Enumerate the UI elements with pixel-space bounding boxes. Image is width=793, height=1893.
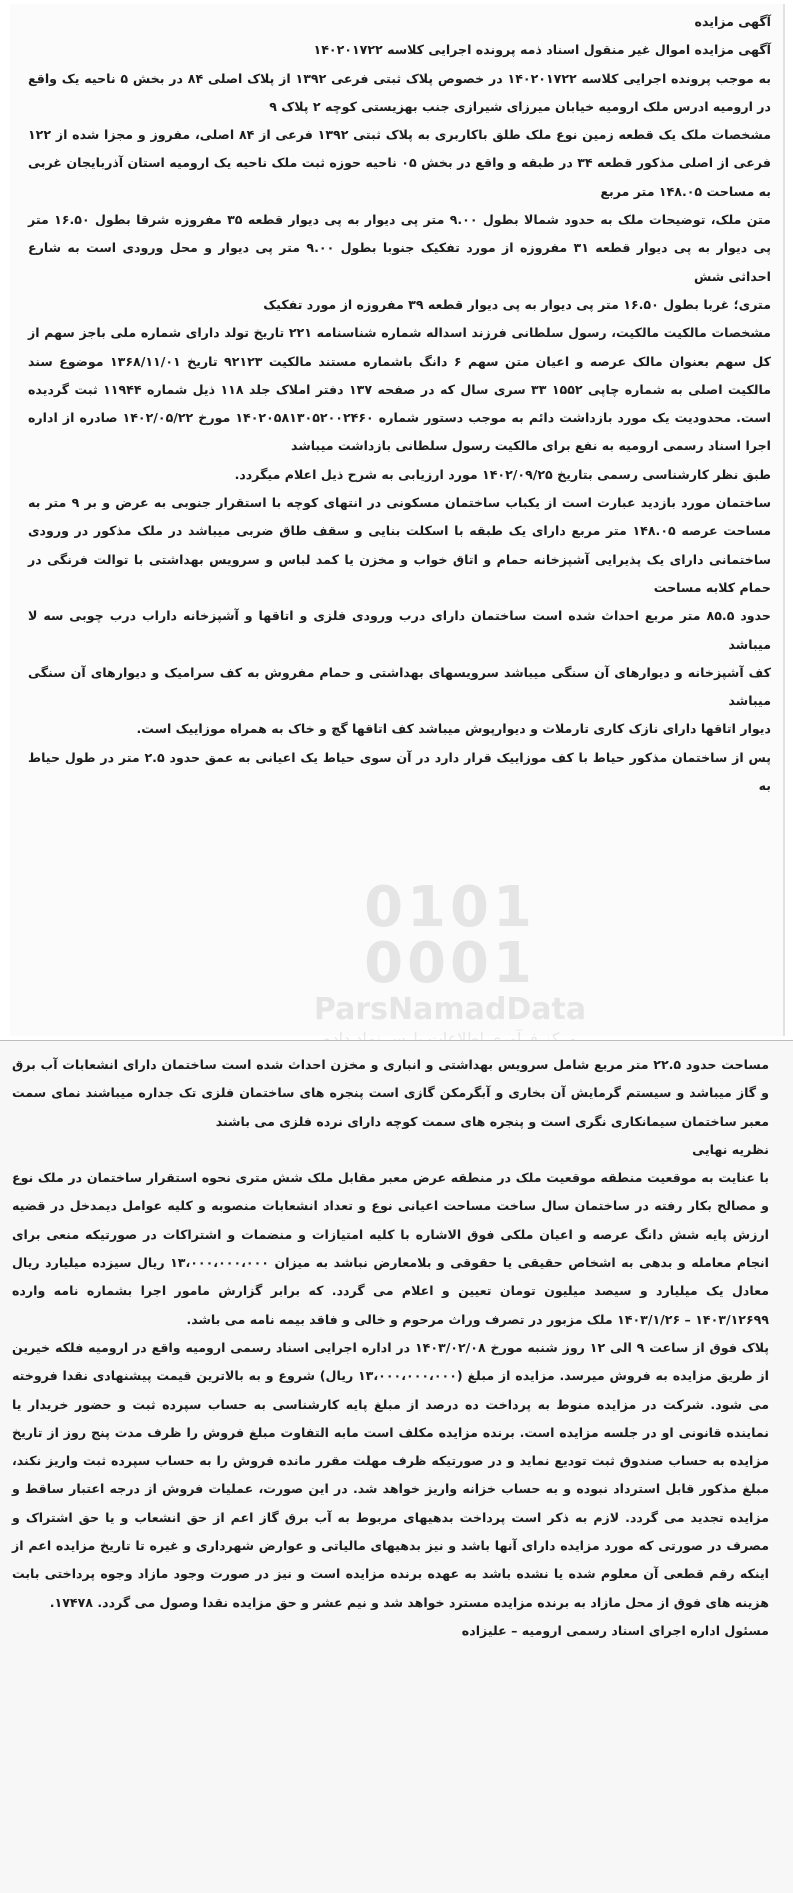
boundaries-west-paragraph: متری؛ غربا بطول ۱۶.۵۰ متر پی دیوار به پی دیوار قطعه ۳۹ مفروزه از مورد تفکیک: [263, 296, 771, 312]
ownership-paragraph: مشخصات مالکیت مالکیت، رسول سلطانی فرزند اسداله شماره شناسنامه ۲۲۱ تاریخ تولد دارای شماره ملی باجز سهم از کل سهم بعنوان مالک عرصه و اعیان متن سهم ۶ دانگ باشماره مستند مالکیت ۹۲۱۲۳ تاریخ ۱۳۶۸/۱۱/۰۱ موضوع سند مالکیت اصلی به شماره چاپی ۱۵۵۲ ۳۳ سری سال که در صفحه ۱۳۷ دفتر املاک جلد ۱۱۸ ذیل شماره ۱۱۹۴۴ ثبت گردیده است. محدودیت یک مورد بازداشت دائم به موجب دستور شماره ۱۴۰۲۰۵۸۱۳۰۵۲۰۰۲۴۶۰ مورخ ۱۴۰۲/۰۵/۲۲ صادره از اداره اجرا اسناد رسمی ارومیه به نفع برای مالکیت رسول سلطانی بازداشت میباشد: [28, 325, 772, 454]
appraisal-intro-paragraph: طبق نظر کارشناسی رسمی بتاریخ ۱۴۰۲/۰۹/۲۵ مورد ارزیابی به شرح ذیل اعلام میگردد.: [234, 466, 771, 482]
annex-paragraph: مساحت حدود ۲۲.۵ متر مربع شامل سرویس بهداشتی و انباری و مخزن احداث شده است ساختمان دارای انشعابات آب برق و گاز میباشد و سیستم گرمایش آن بخاری و آبگرمکن گازی است پنجره های ساختمان فلزی تک جداره میباشند نمای سمت معبر ساختمان سیمانکاری نگری است و پنجره های سمت کوچه دارای نرده فلزی می باشند: [12, 1057, 769, 1129]
auction-notice-part-1: [10, 4, 785, 1036]
auction-notice-part-2: [0, 1040, 793, 1893]
kitchen-floor-paragraph: کف آشپزخانه و دیوارهای آن سنگی میباشد سرویسهای بهداشتی و حمام مفروش به کف سرامیک و دیوارهای آن سنگی میباشد: [28, 664, 771, 709]
boundaries-paragraph: متن ملک، توضیحات ملک به حدود شمالا بطول ۹.۰۰ متر پی دیوار به پی دیوار قطعه ۳۵ مفروزه شرقا بطول ۱۶.۵۰ متر پی دیوار به پی دیوار قطعه ۳۱ مفروزه از مورد تفکیک جنوبا بطول ۹.۰۰ متر پی دیوار و محل ورودی است به شارع احداثی شش: [28, 212, 771, 284]
room-walls-paragraph: دیوار اتاقها دارای نازک کاری تارملات و دیوارپوش میباشد کف اتاقها گچ و خاک به همراه موزاییک است.: [136, 721, 771, 737]
signature-line: مسئول اداره اجرای اسناد رسمی ارومیه – علیزاده: [461, 1622, 769, 1638]
notice-heading: آگهی مزایده: [694, 14, 771, 29]
building-area-paragraph: حدود ۸۵.۵ متر مربع احداث شده است ساختمان دارای درب ورودی فلزی و اتاقها و آشپزخانه داراب درب چوبی سه لا میباشد: [28, 608, 771, 652]
building-description-paragraph: ساختمان مورد بازدید عبارت است از یکباب ساختمان مسکونی در انتهای کوچه با استقرار جنوبی به عرض و بر ۹ متر به مساحت عرصه ۱۴۸.۰۵ متر مربع دارای یک طبقه با اسکلت بنایی و سقف طاق ضربی میباشد در ملک مذکور در ورودی ساختمانی دارای یک پذیرایی آشپزخانه حمام و اتاق خواب و مخزن یا کمد لباس و سرویس بهداشتی با توالت فرنگی در حمام کلابه مساحت: [28, 495, 771, 595]
auction-terms-paragraph: پلاک فوق از ساعت ۹ الی ۱۲ روز شنبه مورخ ۱۴۰۳/۰۲/۰۸ در اداره اجرایی اسناد رسمی ارومیه واقع در ارومیه فلکه خیرین از طریق مزایده به فروش میرسد. مزایده از مبلغ (۱۳،۰۰۰،۰۰۰،۰۰۰ ریال) شروع و به بالاترین قیمت پیشنهادی نقدا فروخته می شود. شرکت در مزایده منوط به پرداخت ده درصد از مبلغ پایه کارشناسی به حساب سپرده ثبت و حضور خریدار یا نماینده قانونی او در جلسه مزایده است. برنده مزایده مکلف است مابه التفاوت مبلغ فروش را ظرف مدت پنج روز از تاریخ مزایده به حساب صندوق ثبت تودیع نماید و در صورتیکه ظرف مهلت مقرر مانده فروش را به حساب سپرده ثبت واریز نکند، مبلغ مذکور قابل استرداد نبوده و به حساب خزانه واریز خواهد شد. در این صورت، عملیات فروش از درجه اعتبار ساقط و مزایده تجدید می گردد. لازم به ذکر است پرداخت بدهیهای مربوط به آب برق گاز اعم از حق انشعاب و یا حق اشتراک و مصرف در صورتی که مورد مزایده دارای آنها باشد و نیز بدهیهای مالیاتی و عوارض شهرداری و غیره تا تاریخ مزایده اعم از اینکه رقم قطعی آن معلوم شده یا نشده باشد به عهده برنده مزایده است و نیز در صورت وجود مازاد وجوه پرداختی بابت هزینه های فوق از محل مازاد به برنده مزایده مسترد خواهد شد و نیم عشر و حق مزایده نقدا وصول می گردد. ۱۷۴۷۸.: [12, 1339, 770, 1610]
property-specs-paragraph: مشخصات ملک یک قطعه زمین نوع ملک طلق باکاربری به پلاک ثبتی ۱۳۹۲ فرعی از ۸۴ اصلی، مفروز و مجزا شده از ۱۲۲ فرعی از اصلی مذکور قطعه ۳۴ در طبقه و واقع در بخش ۰۵ ناحیه حوزه ثبت ملک ناحیه یک ارومیه استان آذربایجان غربی به مساحت ۱۴۸.۰۵ متر مربع: [28, 127, 771, 199]
watermark-caption: مرکز فرآوری اطلاعات پارس نماد داده: [323, 1029, 577, 1048]
valuation-paragraph: با عنایت به موقعیت منطقه موقعیت ملک در منطقه عرض معبر مقابل ملک شش متری نحوه استقرار ساختمان در ملک نوع و مصالح بکار رفته در ساختمان سال ساخت مساحت اعیانی نوع و تعداد انشعابات منصوبه و کلیه عوامل دیمدخل در قضیه ارزش پایه شش دانگ عرصه و اعیان ملکی فوق الاشاره با کلیه امتیازات و منضمات و اشتراکات در صورتیکه منعی برای انجام معامله و بدهی به اشخاص حقیقی یا حقوقی و بلامعارض نباشد به میزان ۱۳،۰۰۰،۰۰۰،۰۰۰ ریال سیزده میلیارد ریال معادل یک میلیارد و سیصد میلیون تومان تعیین و اعلام می گردد. که برابر گزارش مامور اجرا بشماره نامه وارده ۱۴۰۳/۱۲۶۹۹ – ۱۴۰۳/۱/۲۶ ملک مزبور در تصرف وراث مرحوم و خالی و فاقد بیمه نامه می باشد.: [12, 1170, 769, 1327]
final-opinion-heading: نظریه نهایی: [692, 1141, 769, 1157]
property-plaque-paragraph: به موجب پرونده اجرایی کلاسه ۱۴۰۲۰۱۷۲۲ در خصوص پلاک ثبتی فرعی ۱۳۹۲ از پلاک اصلی ۸۴ در بخش ۵ ناحیه یک واقع در ارومیه ادرس ملک ارومیه خیابان میرزای شیرازی جنب بهزیستی کوچه ۲ پلاک ۹: [28, 70, 771, 114]
yard-paragraph: پس از ساختمان مذکور حیاط با کف موزاییک قرار دارد در آن سوی حیاط یک اعیانی به عمق حدود ۲.۵ متر در طول حیاط به: [28, 749, 771, 794]
notice-subheading: آگهی مزایده اموال غیر منقول اسناد ذمه پرونده اجرایی کلاسه ۱۴۰۲۰۱۷۲۲: [313, 42, 771, 58]
